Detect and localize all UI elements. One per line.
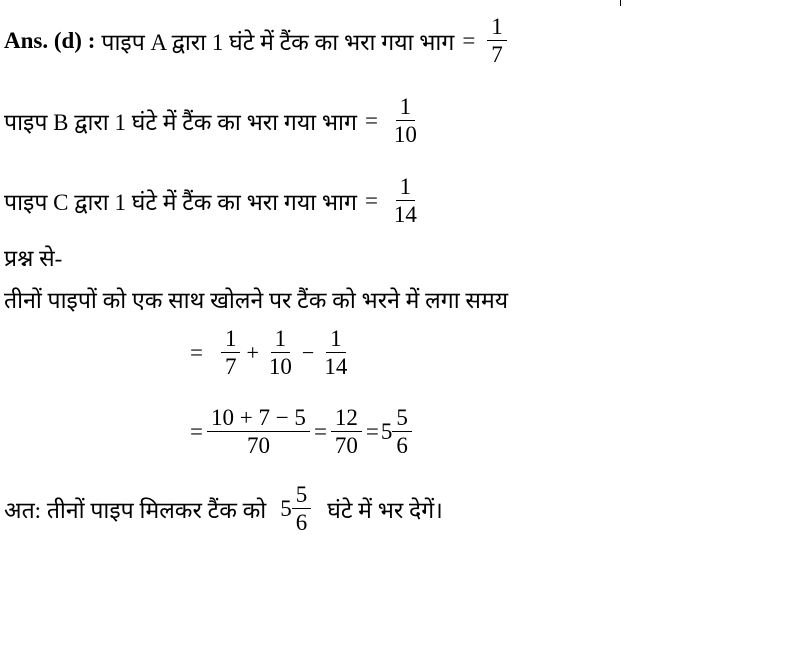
equals-sign: = — [190, 418, 203, 444]
mixed-number — [379, 405, 416, 459]
fraction-1-7 — [221, 326, 241, 380]
equals-sign: = — [462, 27, 476, 53]
answer-label: Ans. (d) : — [4, 27, 96, 53]
fraction-numerator: 1 — [396, 94, 416, 121]
equation-sum-of-fractions — [190, 326, 355, 380]
fraction-numerator: 1 — [396, 174, 416, 201]
minus-sign: − — [301, 339, 315, 365]
conclusion-mixed-number — [280, 482, 315, 536]
pipe-b-fraction — [390, 94, 421, 148]
fraction-denominator: 14 — [393, 202, 417, 228]
pipe-a-text: पाइप A द्वारा 1 घंटे में टैंक का भरा गया भाग — [101, 29, 455, 55]
equals-sign: = — [365, 418, 379, 444]
question-text: प्रश्न से- — [4, 246, 63, 271]
conclusion-prefix: अत: तीनों पाइप मिलकर टैंक को — [4, 497, 267, 523]
equals-sign: = — [190, 339, 203, 365]
fraction-12-70 — [331, 405, 362, 459]
fraction-denominator: 10 — [268, 354, 292, 380]
fraction-numerator: 1 — [326, 326, 346, 353]
question-line — [4, 241, 62, 273]
fraction-denominator: 7 — [224, 354, 237, 380]
fraction-5-6 — [392, 405, 412, 459]
fraction-numerator: 5 — [292, 482, 312, 509]
fraction-1-14 — [320, 326, 351, 380]
fraction-denominator: 7 — [491, 42, 503, 68]
pipe-a-fraction — [487, 14, 507, 68]
plus-sign: + — [246, 339, 259, 365]
fraction-denominator: 14 — [324, 354, 348, 380]
fraction-denominator: 6 — [295, 510, 308, 536]
corner-mark — [620, 0, 621, 6]
fraction-denominator: 10 — [393, 122, 417, 148]
pipe-c-text: पाइप C द्वारा 1 घंटे में टैंक का भरा गया भाग — [4, 189, 357, 215]
equals-sign: = — [364, 187, 378, 213]
equals-sign: = — [313, 418, 327, 444]
pipe-c-line — [4, 174, 425, 228]
pipe-c-fraction — [390, 174, 421, 228]
fraction-denominator: 70 — [334, 433, 358, 459]
pipe-b-text: पाइप B द्वारा 1 घंटे में टैंक का भरा गया भाग — [4, 109, 357, 135]
fraction-1-10 — [265, 326, 296, 380]
fraction-denominator: 6 — [396, 433, 408, 459]
pipe-b-line — [4, 94, 425, 148]
equals-sign: = — [364, 107, 378, 133]
fraction-numerator: 1 — [221, 326, 241, 353]
fraction-numerator: 1 — [487, 14, 507, 41]
answer-line-pipe-a — [4, 14, 511, 68]
fraction-numerator: 10 + 7 − 5 — [207, 405, 310, 432]
equation-simplification — [190, 405, 416, 459]
fraction-numerator: 12 — [331, 405, 362, 432]
combined-time-line — [4, 283, 508, 315]
fraction-numerator: 1 — [271, 326, 291, 353]
whole-part: 5 — [380, 418, 393, 444]
fraction-denominator: 70 — [246, 433, 270, 459]
whole-part: 5 — [280, 495, 292, 521]
fraction-combined — [207, 405, 310, 459]
fraction-numerator: 5 — [392, 405, 412, 432]
conclusion-suffix: घंटे में भर देगें। — [327, 497, 443, 523]
combined-time-text: तीनों पाइपों को एक साथ खोलने पर टैंक को भरने में लगा समय — [4, 288, 509, 313]
conclusion-line — [4, 482, 443, 536]
fraction-5-6 — [292, 482, 312, 536]
